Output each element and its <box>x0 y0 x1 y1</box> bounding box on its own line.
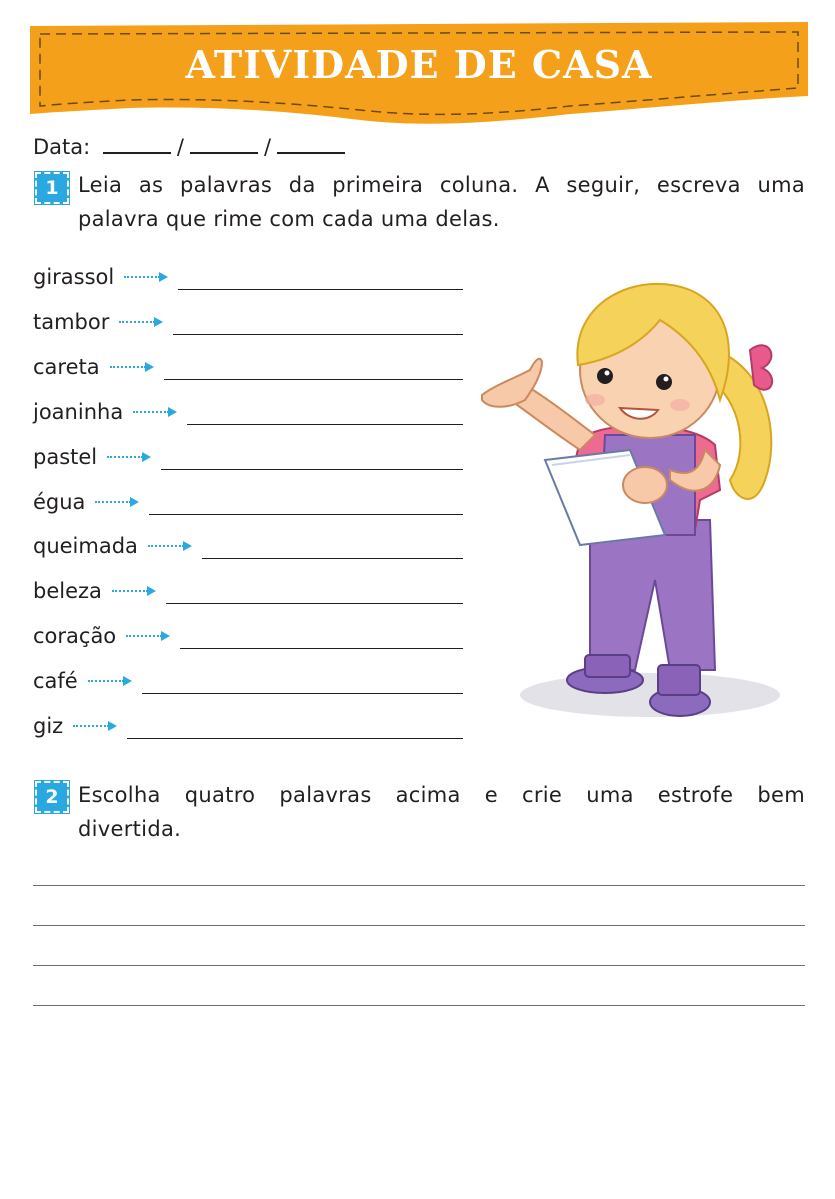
rhyme-row <box>33 262 463 292</box>
question-number-badge: 1 <box>35 172 69 204</box>
dotted-arrow-icon <box>133 407 177 417</box>
rhyme-word: beleza <box>33 579 102 604</box>
rhyme-row <box>33 531 463 561</box>
rhyme-word: égua <box>33 489 86 514</box>
question-2-text-line-1: Escolha quatro palavras acima e crie uma estrofe bem <box>78 783 805 807</box>
date-day-blank[interactable] <box>103 150 171 154</box>
writing-line[interactable] <box>33 965 805 966</box>
rhyme-row <box>33 307 463 337</box>
rhyme-row <box>33 621 463 651</box>
rhyme-word: careta <box>33 354 100 379</box>
answer-line[interactable] <box>187 424 463 425</box>
rhyme-row <box>33 352 463 382</box>
rhyme-row <box>33 442 463 472</box>
rhyme-word: tambor <box>33 309 110 334</box>
dotted-arrow-icon <box>95 497 139 507</box>
dotted-arrow-icon <box>88 676 132 686</box>
rhyme-word: café <box>33 669 78 694</box>
answer-line[interactable] <box>178 289 463 290</box>
date-year-blank[interactable] <box>277 150 345 154</box>
rhyme-row <box>33 487 463 517</box>
writing-line[interactable] <box>33 925 805 926</box>
rhyme-word: pastel <box>33 444 98 469</box>
date-month-blank[interactable] <box>190 150 258 154</box>
dotted-arrow-icon <box>112 586 156 596</box>
rhyme-word: giz <box>33 714 64 738</box>
rhyme-word: girassol <box>33 265 115 289</box>
question-2-text-line-2: divertida. <box>78 817 182 841</box>
answer-line[interactable] <box>161 469 463 470</box>
rhyme-word: joaninha <box>33 399 124 424</box>
dotted-arrow-icon <box>148 541 192 551</box>
answer-line[interactable] <box>142 693 463 694</box>
answer-line[interactable] <box>173 334 463 335</box>
date-label: Data: <box>33 135 91 159</box>
rhyme-row <box>33 397 463 427</box>
girl-holding-paper-illustration <box>470 250 810 740</box>
rhyme-row <box>33 666 463 696</box>
rhyme-word: queimada <box>33 534 138 559</box>
rhyme-row <box>33 711 463 741</box>
rhyme-word: coração <box>33 624 117 649</box>
answer-line[interactable] <box>149 514 463 515</box>
writing-line[interactable] <box>33 1005 805 1006</box>
answer-line[interactable] <box>202 558 463 559</box>
date-separator: / <box>176 135 184 159</box>
question-1-text-line-2: palavra que rime com cada uma delas. <box>78 207 500 231</box>
date-separator: / <box>263 135 272 159</box>
answer-line[interactable] <box>166 603 463 604</box>
date-field <box>33 135 351 159</box>
page-title: ATIVIDADE DE CASA <box>185 42 653 87</box>
answer-line[interactable] <box>164 379 463 380</box>
dotted-arrow-icon <box>107 452 151 462</box>
dotted-arrow-icon <box>124 272 168 282</box>
answer-line[interactable] <box>127 738 463 739</box>
dotted-arrow-icon <box>119 317 163 327</box>
title-banner <box>30 22 808 132</box>
writing-line[interactable] <box>33 885 805 886</box>
dotted-arrow-icon <box>73 721 117 731</box>
answer-line[interactable] <box>180 648 463 649</box>
dotted-arrow-icon <box>110 362 154 372</box>
question-number-badge: 2 <box>35 781 69 813</box>
question-1-text-line-1: Leia as palavras da primeira coluna. A seguir, escreva uma <box>78 173 805 197</box>
dotted-arrow-icon <box>126 631 170 641</box>
rhyme-row <box>33 576 463 606</box>
